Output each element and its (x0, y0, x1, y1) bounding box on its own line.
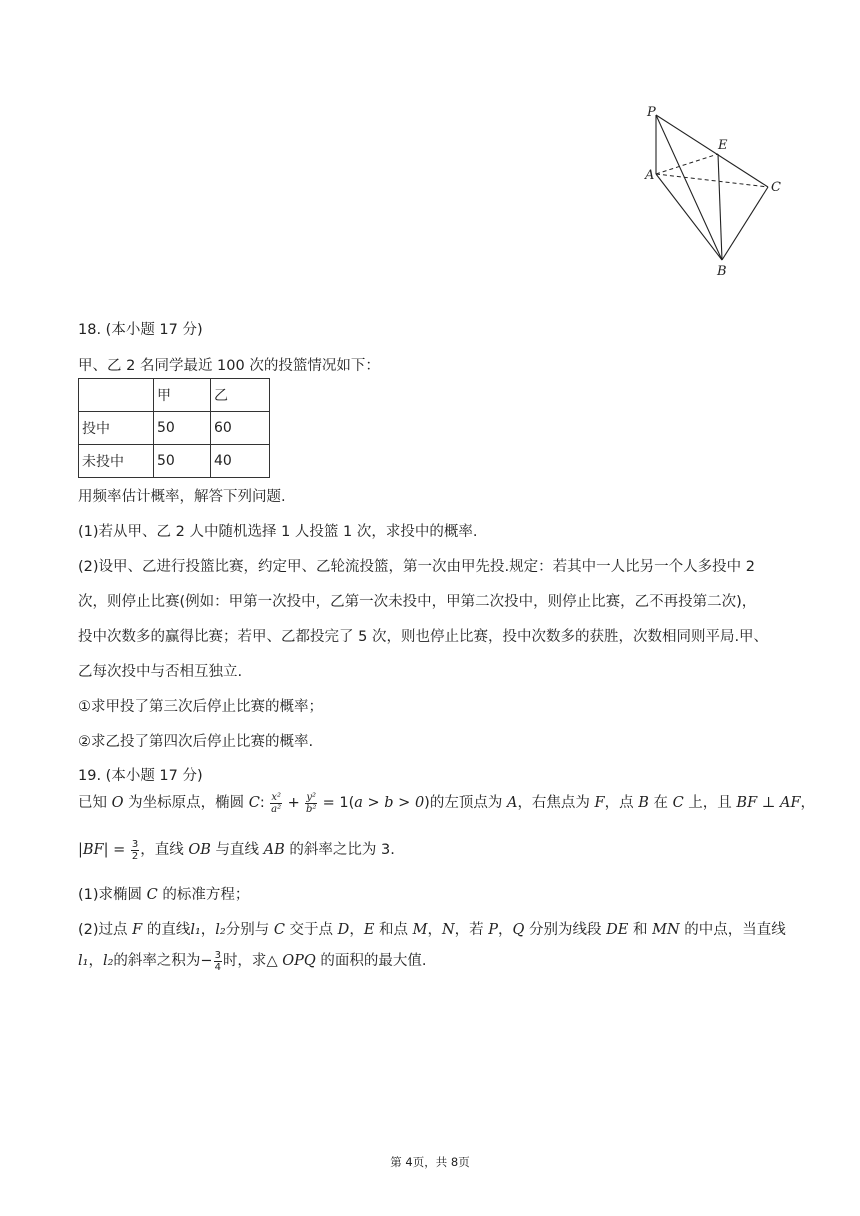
q19-part2-line1: (2)过点 F 的直线l₁，l₂分别与 C 交于点 D，E 和点 M，N，若 P，Q 分别为线段 DE 和 MN 的中点，当直线 (78, 922, 786, 938)
q18-sub1: ①求甲投了第三次后停止比赛的概率； (78, 699, 323, 715)
label-A: A (645, 168, 655, 183)
table-cell: 40 (211, 445, 270, 478)
q19-line2: |BF| = $\frac{3}{2}$ ，直线 OB 与直线 AB 的斜率之比为 3. (78, 838, 395, 862)
edge-BC (722, 187, 768, 260)
fraction-3-2: $\frac{3}{2}$ (131, 838, 139, 862)
fraction-x2-a2: $\frac{\text{x²}}{\text{a²}}$ (271, 791, 282, 815)
label-B: B (717, 264, 727, 278)
table-cell: 50 (154, 445, 211, 478)
q18-part2-line1: (2)设甲、乙进行投篮比赛，约定甲、乙轮流投篮，第一次由甲先投.规定：若其中一人比另一个人多投中 2 (78, 559, 755, 575)
label-E: E (718, 138, 728, 153)
q19-part2-line2: l₁，l₂的斜率之积为− $\frac{3}{4}$ 时，求△ OPQ 的面积的最大值. (78, 949, 427, 973)
fraction-3-4: $\frac{3}{4}$ (214, 949, 221, 973)
q19-part1: (1)求椭圆 C 的标准方程； (78, 887, 250, 903)
q18-part2-line2: 次，则停止比赛(例如：甲第一次投中，乙第一次未投中，甲第二次投中，则停止比赛，乙不再投第二次)， (78, 594, 757, 610)
pyramid-figure (636, 98, 786, 278)
table-cell: 甲 (154, 379, 211, 412)
table-cell: 50 (154, 412, 211, 445)
edge-EB (718, 154, 722, 260)
q19-line1: 已知 O 为坐标原点，椭圆 C: $\frac{\text{x²}}{\text{a²}}$ + $\frac{\text{y²}}{\text{b²}}$ = 1(a > b > 0)的左顶点为 A，右焦点为 F，点 B 在 C 上，且 BF ⊥ AF， (78, 791, 816, 815)
q19-header: 19. (本小题 17 分) (78, 768, 203, 784)
fraction-y2-b2: $\frac{\text{y²}}{\text{b²}}$ (305, 791, 317, 815)
table-cell: 投中 (79, 412, 154, 445)
table-cell (79, 379, 154, 412)
shooting-table (78, 378, 270, 478)
q18-part1: (1)若从甲、乙 2 人中随机选择 1 人投篮 1 次，求投中的概率. (78, 524, 478, 540)
table-row (79, 412, 270, 445)
q18-part2-line3: 投中次数多的赢得比赛；若甲、乙都投完了 5 次，则也停止比赛，投中次数多的获胜，次数相同则平局.甲、 (78, 629, 769, 645)
q18-sub2: ②求乙投了第四次后停止比赛的概率. (78, 734, 314, 750)
label-P: P (647, 105, 656, 120)
table-row (79, 379, 270, 412)
q18-header: 18. (本小题 17 分) (78, 322, 203, 338)
q18-note: 用频率估计概率，解答下列问题. (78, 489, 286, 505)
q18-intro: 甲、乙 2 名同学最近 100 次的投篮情况如下： (78, 358, 380, 374)
label-C: C (771, 180, 781, 195)
page-footer: 第 4页，共 8页 (390, 1155, 470, 1169)
q18-part2-line4: 乙每次投中与否相互独立. (78, 664, 243, 680)
table-cell: 未投中 (79, 445, 154, 478)
table-row (79, 445, 270, 478)
table-cell: 60 (211, 412, 270, 445)
edge-AE-hidden (656, 154, 718, 174)
table-cell: 乙 (211, 379, 270, 412)
